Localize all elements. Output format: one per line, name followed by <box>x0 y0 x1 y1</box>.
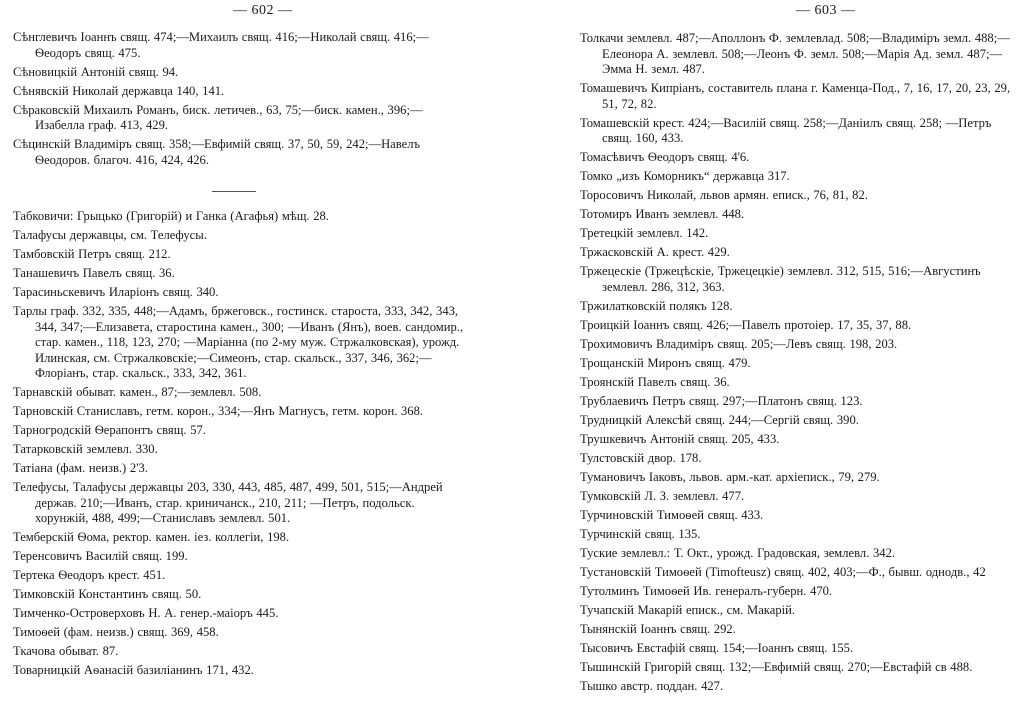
index-entry: Тарлы граф. 332, 335, 448;—Адамъ, бржеговск., гостинск. староста, 333, 342, 343, 344, 347;—Елизавета, старостина камен., 300; —Иванъ (Янъ), воев. сандомир., стар. камен., 118, 123, 270; —Маріанна (по 2-му муж. Стржалковская), урожд. Илинская, см. Стржалковскіе;—Симеонъ, стар. скальск., 337, 346, 362;—Флоріанъ, стар. скальск., 333, 342, 361. <box>13 303 464 381</box>
index-entry: Тимковскій Константинъ свящ. 50. <box>13 587 202 602</box>
index-entry: Туские землевл.: Т. Окт., урожд. Градовская, землевл. 342. <box>580 545 896 560</box>
index-entry: Тышко австр. поддан. 427. <box>580 678 724 693</box>
index-entry: Сѣнглевичъ Іоаннъ свящ. 474;—Михаилъ свящ. 416;—Николай свящ. 416;—Ѳеодоръ свящ. 475. <box>13 30 429 60</box>
index-entry: Тумковскій Л. З. землевл. 477. <box>580 488 745 503</box>
index-entry: Тржилатковскій полякъ 128. <box>580 298 733 313</box>
index-entry: Томасѣвичъ Ѳеодоръ свящ. 4'6. <box>580 150 750 165</box>
index-entry: Третецкій землевл. 142. <box>580 226 709 241</box>
index-entry: Татіана (фам. неизв.) 2'3. <box>13 461 148 476</box>
index-entry: Томашевичъ Кипріанъ, составитель плана г. Каменца-Под., 7, 16, 17, 20, 23, 29, 51, 72, 82. <box>580 81 1011 111</box>
index-section-t-continued <box>580 31 1024 697</box>
index-entry: Телефусы, Талафусы державцы 203, 330, 443, 485, 487, 499, 501, 515;—Андрей держав. 210;—Иванъ, стар. криничанск., 210, 211; —Петръ, подольск. хорунжій, 488, 499;—Станиславъ землевл. 501. <box>13 480 443 526</box>
index-entry: Турчинскій свящ. 135. <box>580 526 701 541</box>
index-entry: Тышинскій Григорій свящ. 132;—Евфимій свящ. 270;—Евстафій св 488. <box>580 659 973 674</box>
index-entry: Турчиновскій Тимоѳей свящ. 433. <box>580 507 764 522</box>
index-entry: Троянскій Павелъ свящ. 36. <box>580 374 730 389</box>
index-entry: Сѣцинскій Владиміръ свящ. 358;—Евфимій свящ. 37, 50, 59, 242;—Навелъ Ѳеодоров. благоч. 416, 424, 426. <box>13 137 421 167</box>
index-entry: Сѣнявскій Николай державца 140, 141. <box>13 83 225 98</box>
index-entry: Табковичи: Грыцько (Григорій) и Ганка (Агафья) мѣщ. 28. <box>13 209 329 223</box>
index-entry: Торосовичъ Николай, львов армян. еписк., 76, 81, 82. <box>580 188 868 203</box>
index-entry: Тысовичъ Евстафій свящ. 154;—Іоаннъ свящ. 155. <box>580 640 854 655</box>
index-entry: Трушкевичъ Антоній свящ. 205, 433. <box>580 431 780 446</box>
index-entry: Трохимовичъ Владиміръ свящ. 205;—Левъ свящ. 198, 203. <box>580 336 898 351</box>
index-entry: Тулстовскій двор. 178. <box>580 450 702 465</box>
index-entry: Трощанскій Миронъ свящ. 479. <box>580 355 751 370</box>
index-entry: Тутолминъ Тимоѳей Ив. генералъ-губерн. 470. <box>580 583 833 598</box>
index-entry: Тарновскій Станиславъ, гетм. корон., 334;—Янъ Магнусъ, гетм. корон. 368. <box>13 404 424 419</box>
index-entry: Сѣновицкій Антоній свящ. 94. <box>13 64 179 79</box>
index-entry: Тимоѳей (фам. неизв.) свящ. 369, 458. <box>13 625 219 640</box>
index-entry: Тынянскій Іоаннъ свящ. 292. <box>580 621 736 636</box>
page-number-right: — 603 — <box>796 3 856 18</box>
index-entry: Ткачова обыват. 87. <box>13 644 119 659</box>
index-entry: Трудницкій Алексѣй свящ. 244;—Сергій свящ. 390. <box>580 412 859 427</box>
section-divider <box>212 191 256 192</box>
index-entry: Тарнавскій обыват. камен., 87;—землевл. 508. <box>13 385 262 400</box>
index-entry: Тертека Ѳеодоръ крест. 451. <box>13 568 166 583</box>
page-number-left: — 602 — <box>233 3 293 18</box>
index-entry: Татарковскій землевл. 330. <box>13 442 158 457</box>
index-entry: Томашевскій крест. 424;—Василій свящ. 258;—Даніилъ свящ. 258; —Петръ свящ. 160, 433. <box>580 115 992 146</box>
index-entry: Тустановскій Тимоѳей (Timofteusz) свящ. 402, 403;—Ф., бывш. однодв., 42 <box>580 564 986 579</box>
index-entry: Тамбовскій Петръ свящ. 212. <box>13 246 171 261</box>
index-entry: Талафусы державцы, см. Телефусы. <box>13 227 207 242</box>
index-entry: Тотомиръ Иванъ землевл. 448. <box>580 207 745 222</box>
index-entry: Тржецескіе (Тржецѣскіе, Тржецецкіе) землевл. 312, 515, 516;—Августинъ землевл. 286, 312, 363. <box>580 264 981 294</box>
index-entry: Тарасиньскевичъ Иларіонъ свящ. 340. <box>13 284 219 299</box>
index-section-t <box>13 209 466 682</box>
index-entry: Тржасковскій А. крест. 429. <box>580 245 730 260</box>
index-entry: Темберскій Ѳома, ректор. камен. іез. коллегіи, 198. <box>13 530 290 545</box>
index-entry: Толкачи землевл. 487;—Аполлонъ Ф. землевлад. 508;—Владиміръ земл. 488;—Елеонора А. землевл. 508;—Леонъ Ф. земл. 508;—Марія Ад. земл. 487;—Эмма Н. земл. 487. <box>580 31 1010 77</box>
index-section-s <box>13 30 466 172</box>
index-entry: Томко „изъ Коморникъ“ державца 317. <box>580 169 790 184</box>
index-entry: Сѣраковскій Михаилъ Романъ, биск. летичев., 63, 75;—биск. камен., 396;—Изабелла граф. 413, 429. <box>13 102 423 133</box>
index-entry: Товарницкій Аѳанасій базиліанинъ 171, 432. <box>13 663 254 678</box>
index-entry: Танашевичъ Павелъ свящ. 36. <box>13 265 175 280</box>
index-entry: Трублаевичъ Петръ свящ. 297;—Платонъ свящ. 123. <box>580 393 863 408</box>
index-entry: Тучапскій Макарій еписк., см. Макарій. <box>580 602 796 617</box>
index-entry: Тимченко-Островерховъ Н. А. генер.-маіоръ 445. <box>13 606 279 621</box>
index-entry: Тарногродскій Ѳерапонтъ свящ. 57. <box>13 423 206 438</box>
index-entry: Троицкій Іоаннъ свящ. 426;—Павелъ протоіер. 17, 35, 37, 88. <box>580 317 912 332</box>
index-entry: Теренсовичъ Василій свящ. 199. <box>13 549 188 564</box>
index-entry: Тумановичъ Іаковъ, львов. арм.-кат. архіеписк., 79, 279. <box>580 469 880 484</box>
